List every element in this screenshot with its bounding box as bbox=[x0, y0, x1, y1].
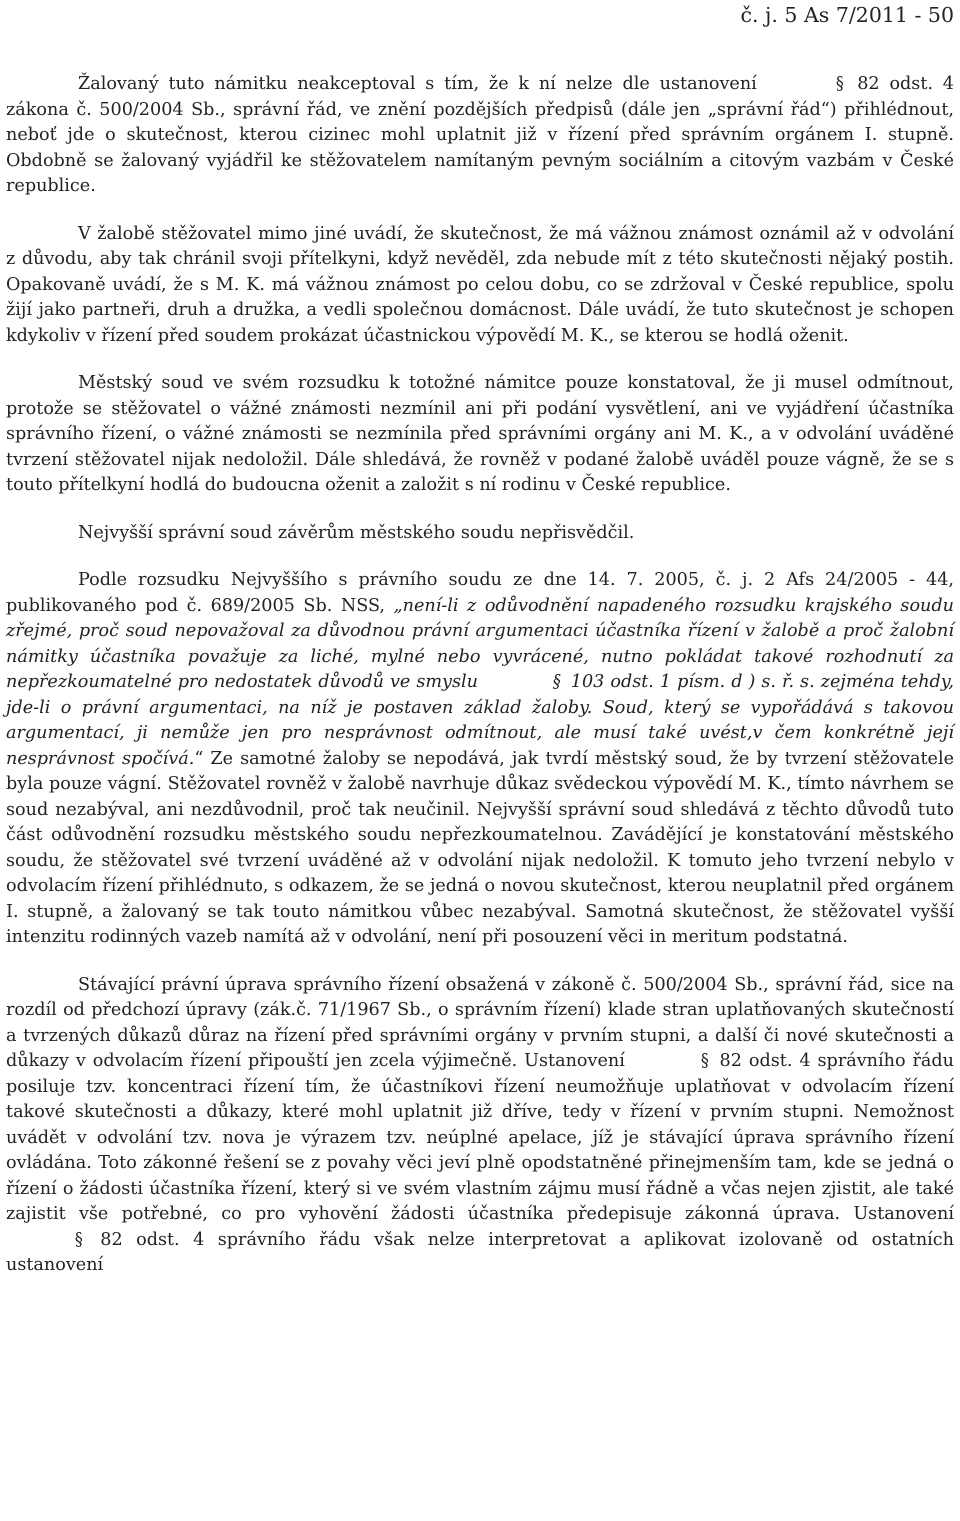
paragraph-p6 bbox=[6, 973, 954, 1279]
paragraph-text: Žalovaný tuto námitku neakceptoval s tím, že k ní nelze dle ustanovení bbox=[78, 74, 767, 94]
section-sign: § bbox=[74, 1229, 83, 1250]
paragraph-p5 bbox=[6, 568, 954, 951]
case-reference: č. j. 5 As 7/2011 - 50 bbox=[740, 3, 954, 27]
document-page bbox=[6, 0, 954, 1279]
section-sign: § bbox=[835, 74, 844, 94]
paragraph-text: Nejvyšší správní soud závěrům městského soudu nepřisvědčil. bbox=[78, 522, 635, 543]
paragraph-text: Podle rozsudku Nejvyššího s právního soudu ze dne 14. 7. 2005, č. j. 2 Afs 24/2005 - 44, publikovaného pod č. 689/2005 Sb. NSS, bbox=[6, 570, 954, 616]
paragraph-text: “ Ze samotné žaloby se nepodává, jak tvrdí městský soud, že by tvrzení stěžovatele byla pouze vágní. Stěžovatel rovněž v žalobě navrhuje důkaz svědeckou výpovědí M. K., tímto návrhem se soud nezabýval, ani nezdůvodnil, proč tak neučinil. Nejvyšší správní soud shledává z těchto důvodů tuto část odůvodnění rozsudku městského soudu nepřezkoumatelnou. Zavádějící je konstatování městského soudu, že stěžovatel své tvrzení uváděné až v odvolání nijak nedoložil. K tomuto jeho tvrzení nebylo v odvolacím řízení přihlédnuto, s odkazem, že se jedná o novou skutečnost, kterou neuplatnil před orgánem I. stupně, a žalovaný se tak touto námitkou vůbec nezabýval. Samotná skutečnost, že stěžovatel vyšší intenzitu rodinných vazeb namítá až v odvolání, není při posouzení věci in meritum podstatná. bbox=[6, 748, 955, 947]
paragraph-text: 82 odst. 4 zákona č. 500/2004 Sb., správní řád, ve znění pozdějších předpisů (dále jen „správní řád“) přihlédnout, neboť jde o skutečnost, kterou cizinec mohl uplatnit již v řízení před správním orgánem I. stupně. Obdobně se žalovaný vyjádřil ke stěžovatelem namítaným pevným sociálním a citovým vazbám v České republice. bbox=[6, 74, 954, 196]
section-sign: § bbox=[700, 1051, 709, 1071]
paragraph-text: 82 odst. 4 správního řádu posiluje tzv. koncentraci řízení tím, že účastníkovi řízení neumožňuje uplatňovat v odvolacím řízení takové skutečnosti a důkazy, které mohl uplatnit již dříve, tedy v řízení v prvním stupni. Nemožnost uvádět v odvolání tzv. nova je výrazem tzv. neúplné apelace, jíž je stávající úprava správního řízení ovládána. Toto zákonné řešení se z povahy věci jeví plně opodstatněné přinejmenším tam, kde se jedná o řízení o žádosti účastníka řízení, který si ve svém vlastním zájmu musí řádně a včas nejen zjistit, ale také zajistit vše potřebné, co pro vyhovění žádosti účastníka předepisuje zákonná úprava. Ustanovení bbox=[6, 1051, 954, 1224]
paragraph-p3 bbox=[6, 371, 954, 499]
paragraph-p2 bbox=[6, 222, 954, 350]
paragraph-text: V žalobě stěžovatel mimo jiné uvádí, že skutečnost, že má vážnou známost oznámil až v odvolání z důvodu, aby tak chránil svoji přítelkyni, když nevěděl, zda nebude mít z této skutečnosti nějaký postih. Opakovaně uvádí, že s M. K. má vážnou známost po celou dobu, co se zdržoval v České republice, spolu žijí jako partneři, druh a družka, a vedli společnou domácnost. Dále uvádí, že tuto skutečnost je schopen kdykoliv v řízení před soudem prokázat účastnickou výpovědí M. K., se kterou se hodlá oženit. bbox=[6, 223, 954, 346]
paragraph-p4 bbox=[6, 521, 954, 547]
paragraph-text: 82 odst. 4 správního řádu však nelze interpretovat a aplikovat izolovaně od ostatních ustanovení bbox=[6, 1229, 954, 1275]
paragraph-text: Městský soud ve svém rozsudku k totožné námitce pouze konstatoval, že ji musel odmítnout, protože se stěžovatel o vážné známosti nezmínil ani při podání vysvětlení, ani ve vyjádření účastníka správního řízení, o vážné známosti se nezmínila před správními orgány ani M. K., a v odvolání uváděné tvrzení stěžovatel nijak nedoložil. Dále shledává, že rovněž v podané žalobě uváděl pouze vágně, že se s touto přítelkyní hodlá do budoucna oženit a založit s ní rodinu v České republice. bbox=[6, 373, 954, 495]
quoted-text: 103 odst. 1 písm. d ) s. ř. s. zejména tehdy, jde-li o právní argumentaci, na níž je postaven základ žaloby. Soud, který se vypořádává s takovou argumentací, ji nemůže jen pro nesprávnost odmítnout, ale musí také uvést,v čem konkrétně její nesprávnost spočívá. bbox=[6, 672, 954, 769]
document-body bbox=[6, 72, 954, 1279]
paragraph-p1 bbox=[6, 72, 954, 200]
section-sign: § bbox=[552, 672, 561, 692]
quoted-text: „není-li z odůvodnění napadeného rozsudku krajského soudu zřejmé, proč soud nepovažoval za důvodnou právní argumentaci účastníka řízení v žalobě a proč žalobní námitky účastníka považuje za liché, mylné nebo vyvrácené, nutno pokládat takové rozhodnutí za nepřezkoumatelné pro nedostatek důvodů ve smyslu bbox=[6, 595, 954, 692]
paragraph-text: Stávající právní úprava správního řízení obsažená v zákoně č. 500/2004 Sb., správní řád, sice na rozdíl od předchozí úpravy (zák.č. 71/1967 Sb., o správním řízení) klade stran uplatňovaných skutečností a tvrzených důkazů důraz na řízení před správními orgány v prvním stupni, a další či nové skutečnosti a důkazy v odvolacím řízení připouští jen zcela výjimečně. Ustanovení bbox=[6, 974, 954, 1071]
